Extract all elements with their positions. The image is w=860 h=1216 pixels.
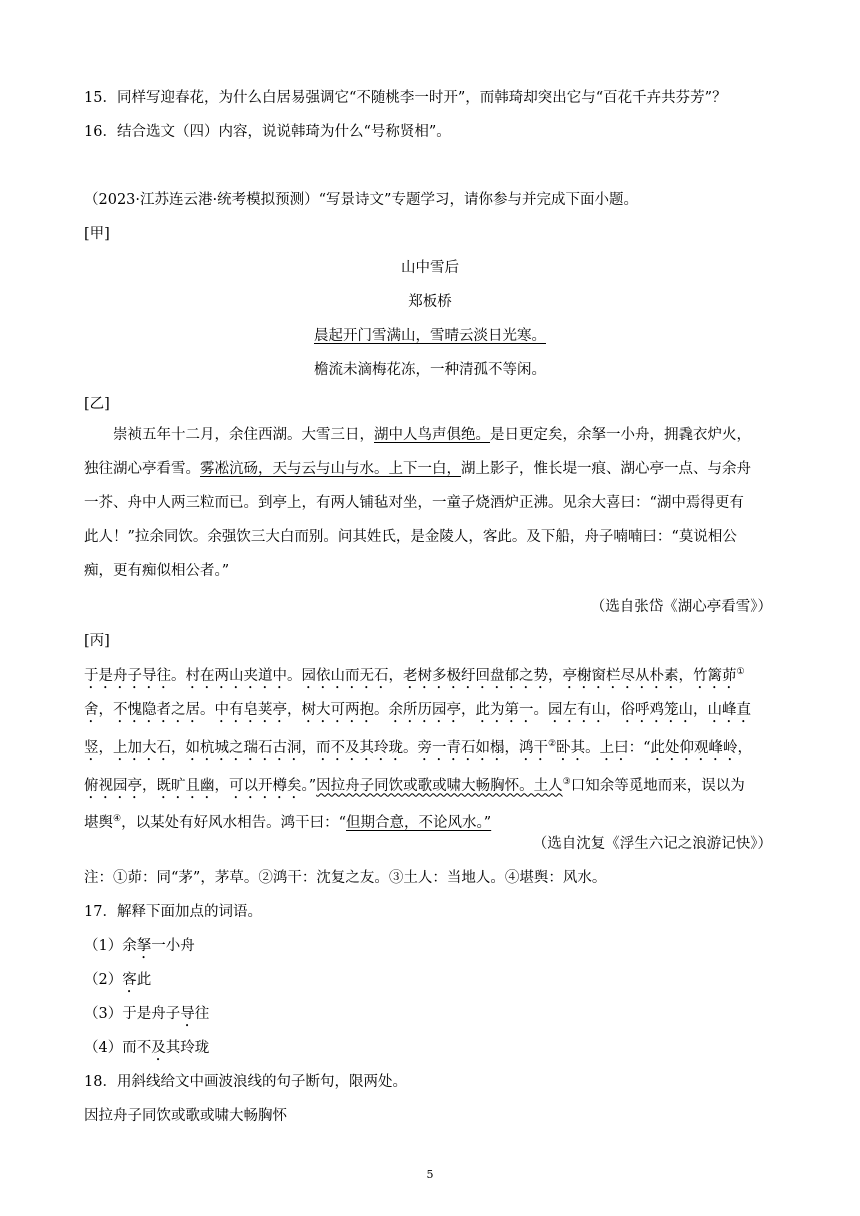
poem-author: 郑板桥 xyxy=(408,294,452,310)
yi-line-5: 痴，更有痴似相公者。” xyxy=(84,563,230,579)
q17-item-3 xyxy=(84,1004,209,1030)
bing-text-4c: 口知余等觅地而来，误以为 xyxy=(570,777,745,794)
q17-item-2-prefix: （2） xyxy=(84,972,123,988)
bing-line-3 xyxy=(84,727,778,765)
bing-line-1 xyxy=(84,655,778,693)
poem-title: 山中雪后 xyxy=(401,260,459,276)
bing-underlined: 但期合意，不论风水。” xyxy=(346,815,492,832)
note-marker-3: ③ xyxy=(562,776,571,787)
section-intro: （2023·江苏连云港·统考模拟预测）“写景诗文”专题学习，请你参与并完成下面小题。 xyxy=(84,192,638,208)
bing-wavy-sentence: 因拉舟子同饮或歌或啸大畅胸怀。土人 xyxy=(316,777,563,794)
yi-line-2 xyxy=(84,452,778,486)
q17-item-1-suffix: 一小舟 xyxy=(151,938,195,954)
section-tag-jia: [甲] xyxy=(84,226,110,242)
bing-text-5a: 堪舆 xyxy=(84,815,113,832)
passage-bing xyxy=(84,655,778,840)
yi-source: （选自张岱《湖心亭看雪》） xyxy=(590,599,772,615)
bing-line-2: 舍，不愧隐者之居。中有皂荚亭，树大可两抱。余所历园亭，此为第一。园左有山，俗呼鸡笼山，山峰直 xyxy=(84,701,751,718)
yi-text-2c: 湖上影子，惟长堤一痕、湖心亭一点、与余舟 xyxy=(461,461,751,477)
q17-item-1-dotted: 拏 xyxy=(136,938,152,954)
question-16: 16．结合选文（四）内容，说说韩琦为什么“号称贤相”。 xyxy=(84,124,451,140)
passage-yi xyxy=(84,418,778,588)
note-marker-2: ② xyxy=(548,738,557,749)
question-17: 17．解释下面加点的词语。 xyxy=(84,904,262,920)
yi-line-1 xyxy=(84,418,778,452)
annotation-notes: 注：①茆：同“茅”，茅草。②鸿干：沈复之友。③土人：当地人。④堪舆：风水。 xyxy=(84,870,607,886)
note-marker-1: ① xyxy=(736,667,745,677)
section-tag-yi: [乙] xyxy=(84,396,110,412)
bing-text-3b: 卧其。上曰：“此处仰观峰岭， xyxy=(556,739,752,756)
q17-item-2 xyxy=(84,970,151,996)
q17-item-2-suffix: 此 xyxy=(136,972,152,988)
question-18-sentence: 因拉舟子同饮或歌或啸大畅胸怀 xyxy=(84,1108,287,1124)
bing-text-4a: 俯视园亭，既旷且幽，可以开樽矣。” xyxy=(84,777,317,794)
section-tag-bing: [丙] xyxy=(84,633,110,649)
yi-underlined-2: 雾凇沆砀，天与云与山与水。上下一白， xyxy=(200,461,461,477)
q17-item-4-prefix: （4）而不 xyxy=(84,1040,152,1056)
bing-line-4 xyxy=(84,765,778,803)
q17-item-1-prefix: （1）余 xyxy=(84,938,137,954)
q17-item-4 xyxy=(84,1038,209,1064)
note-marker-4: ④ xyxy=(113,814,122,825)
q17-item-1 xyxy=(84,936,195,962)
yi-underlined-1: 湖中人鸟声俱绝。 xyxy=(374,427,490,443)
bing-text-3a: 竖，上加大石，如杭城之瑞石古洞，而不及其玲珑。旁一青石如榻，鸿干 xyxy=(84,739,548,756)
bing-text-5b: ，以某处有好风水相告。鸿干曰：“ xyxy=(121,815,346,832)
poem-line-1 xyxy=(0,326,860,346)
q17-item-4-suffix: 其玲珑 xyxy=(165,1040,210,1056)
yi-text-1c: 是日更定矣，余拏一小舟，拥毳衣炉火， xyxy=(490,427,751,443)
q17-item-3-dotted: 导 xyxy=(180,1006,195,1022)
page-number: 5 xyxy=(426,1168,434,1181)
yi-line-4: 此人！”拉余同饮。余强饮三大白而别。问其姓氏，是金陵人，客此。及下船，舟子喃喃曰：“莫说相公 xyxy=(84,529,737,545)
poem-line-1-text: 晨起开门雪满山，雪晴云淡日光寒。 xyxy=(314,328,546,344)
yi-line-3: 一芥、舟中人两三粒而已。到亭上，有两人铺毡对坐，一童子烧酒炉正沸。见余大喜曰：“湖中焉得更有 xyxy=(84,495,744,511)
yi-text-1a: 崇祯五年十二月，余住西湖。大雪三日， xyxy=(113,427,374,443)
bing-source: （选自沈复《浮生六记之浪游记快》） xyxy=(532,836,772,852)
bing-text-1: 于是舟子导往。村在两山夹道中。园依山而无石，老树多极纡回盘郁之势，亭榭窗栏尽从朴素，竹篱茆 xyxy=(84,667,737,684)
question-18: 18．用斜线给文中画波浪线的句子断句，限两处。 xyxy=(84,1074,407,1090)
q17-item-2-dotted: 客 xyxy=(122,972,137,988)
q17-item-4-dotted: 及 xyxy=(151,1040,166,1056)
q17-item-3-prefix: （3）于是舟子 xyxy=(84,1006,181,1022)
question-15: 15．同样写迎春花，为什么白居易强调它“不随桃李一时开”，而韩琦却突出它与“百花千卉共芬芳”？ xyxy=(84,90,727,106)
yi-text-2a: 独往湖心亭看雪。 xyxy=(84,461,200,477)
poem-line-2: 檐流未滴梅花冻，一种清孤不等闲。 xyxy=(314,362,546,378)
q17-item-3-suffix: 往 xyxy=(194,1006,210,1022)
